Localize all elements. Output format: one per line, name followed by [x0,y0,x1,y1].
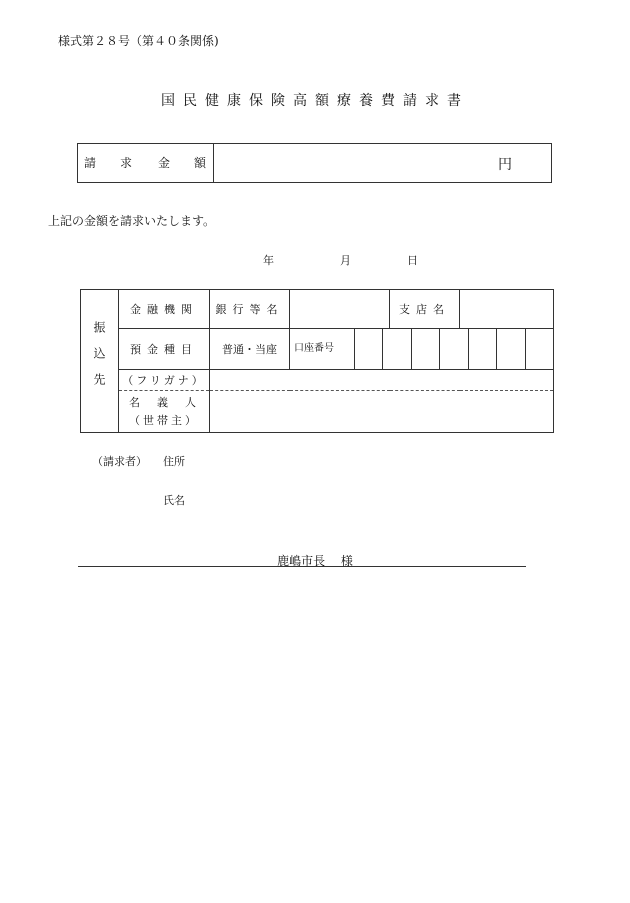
amount-label-char: 額 [194,156,207,170]
amount-label-char: 請 [84,156,97,170]
bank-name-field[interactable] [290,290,390,329]
account-number-label: 口座番号 [294,343,334,354]
form-number: 様式第２８号（第４０条関係) [58,34,219,48]
recipient-name: 鹿嶋市長 様 [277,554,353,568]
amount-label [78,144,214,182]
bank-name-label: 銀行等名 [210,290,290,329]
signature-underline [78,566,526,567]
request-statement: 上記の金額を請求いたします。 [48,214,216,228]
date-year: 年 [263,254,274,267]
branch-name-label: 支店名 [390,290,460,329]
bank-transfer-table [80,289,554,433]
furigana-label: （フリガナ） [119,370,210,391]
account-digit-box[interactable] [468,329,496,369]
transfer-destination-label: 振込先 [81,290,119,433]
amount-unit: 円 [498,157,512,173]
account-digit-box[interactable] [411,329,439,369]
institution-label: 金融機関 [119,290,210,329]
account-holder-field[interactable] [210,391,554,433]
account-digit-box[interactable] [439,329,467,369]
account-digit-box[interactable] [525,329,553,369]
account-digit-box[interactable] [496,329,524,369]
amount-label-char: 金 [158,156,171,170]
deposit-type-label: 預金種目 [119,329,210,370]
account-holder-label: 名 義 人 （世帯主） [119,391,210,433]
deposit-type-value[interactable]: 普通・当座 [210,329,290,370]
requester-name-label: 氏名 [163,494,185,507]
branch-name-field[interactable] [460,290,554,329]
document-title: 国民健康保険高額療養費請求書 [161,93,469,109]
account-digit-box[interactable] [354,329,382,369]
amount-box [77,143,552,183]
date-month: 月 [340,254,351,267]
date-day: 日 [407,254,418,267]
furigana-field[interactable] [210,370,554,391]
amount-label-char: 求 [120,156,133,170]
account-digit-box[interactable] [382,329,410,369]
requester-label: （請求者） [92,455,147,468]
account-number-cell [290,329,554,370]
requester-address-label: 住所 [163,455,185,468]
